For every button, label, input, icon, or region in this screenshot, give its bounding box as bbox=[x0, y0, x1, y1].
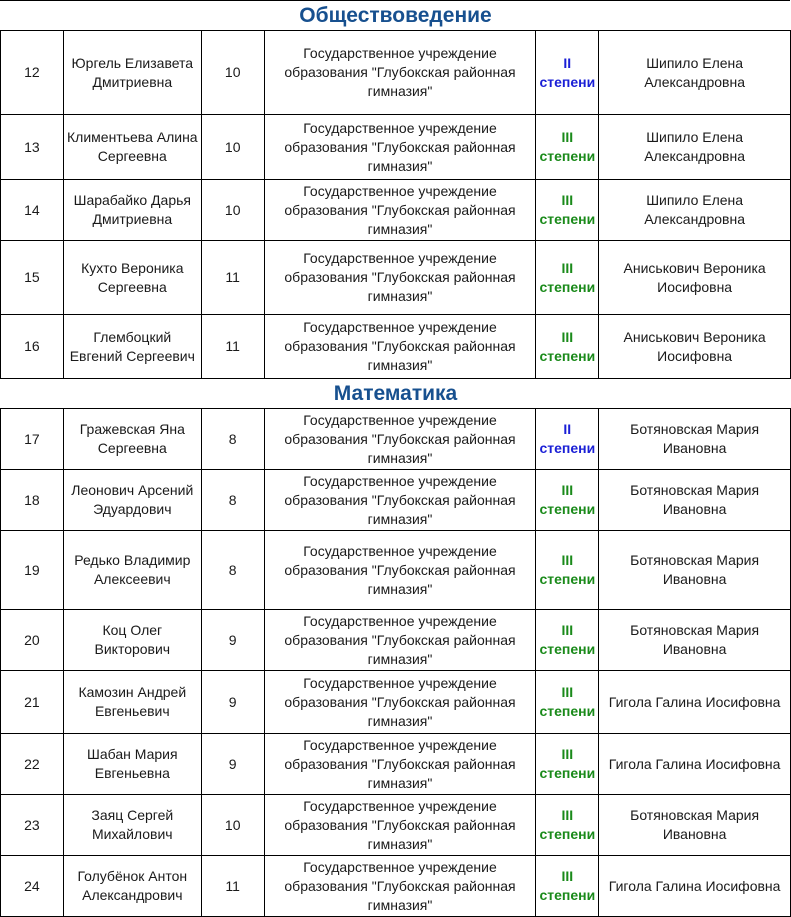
degree-word: степени bbox=[539, 148, 596, 164]
student-name: Юргель Елизавета Дмитриевна bbox=[63, 31, 201, 115]
grade-cell: 10 bbox=[201, 180, 264, 241]
school-name: Государственное учреждение образования "Глубокская районная гимназия" bbox=[264, 470, 536, 531]
table-row bbox=[1, 734, 791, 795]
table-row bbox=[1, 795, 791, 856]
diploma-degree bbox=[536, 180, 599, 241]
teacher-name: Ботяновская Мария Ивановна bbox=[599, 610, 791, 671]
degree-word: степени bbox=[539, 887, 596, 903]
grade-cell: 8 bbox=[201, 531, 264, 610]
diploma-degree bbox=[536, 409, 599, 470]
degree-level: III bbox=[561, 259, 574, 276]
diploma-degree bbox=[536, 531, 599, 610]
table-row bbox=[1, 409, 791, 470]
school-name: Государственное учреждение образования "Глубокская районная гимназия" bbox=[264, 409, 536, 470]
row-number: 15 bbox=[1, 241, 64, 315]
table-row bbox=[1, 610, 791, 671]
section-header-row bbox=[1, 379, 791, 409]
row-number: 19 bbox=[1, 531, 64, 610]
diploma-degree bbox=[536, 470, 599, 531]
school-name: Государственное учреждение образования "Глубокская районная гимназия" bbox=[264, 856, 536, 917]
diploma-degree bbox=[536, 315, 599, 379]
student-name: Кухто Вероника Сергеевна bbox=[63, 241, 201, 315]
grade-cell: 11 bbox=[201, 315, 264, 379]
school-name: Государственное учреждение образования "Глубокская районная гимназия" bbox=[264, 610, 536, 671]
table-row bbox=[1, 671, 791, 734]
degree-word: степени bbox=[539, 571, 596, 587]
teacher-name: Ботяновская Мария Ивановна bbox=[599, 795, 791, 856]
school-name: Государственное учреждение образования "Глубокская районная гимназия" bbox=[264, 795, 536, 856]
table-row bbox=[1, 470, 791, 531]
degree-level: III bbox=[561, 328, 574, 345]
section-title: Математика bbox=[1, 379, 791, 409]
grade-cell: 9 bbox=[201, 610, 264, 671]
table-row bbox=[1, 115, 791, 180]
student-name: Глембоцкий Евгений Сергеевич bbox=[63, 315, 201, 379]
row-number: 21 bbox=[1, 671, 64, 734]
row-number: 23 bbox=[1, 795, 64, 856]
degree-level: III bbox=[561, 684, 574, 700]
diploma-degree bbox=[536, 856, 599, 917]
teacher-name: Шипило Елена Александровна bbox=[599, 180, 791, 241]
student-name: Камозин Андрей Евгеньевич bbox=[63, 671, 201, 734]
row-number: 22 bbox=[1, 734, 64, 795]
teacher-name: Гигола Галина Иосифовна bbox=[599, 671, 791, 734]
grade-cell: 10 bbox=[201, 31, 264, 115]
grade-cell: 11 bbox=[201, 241, 264, 315]
degree-level: III bbox=[561, 807, 574, 823]
student-name: Голубёнок Антон Александрович bbox=[63, 856, 201, 917]
grade-cell: 9 bbox=[201, 734, 264, 795]
diploma-degree bbox=[536, 31, 599, 115]
diploma-degree bbox=[536, 671, 599, 734]
grade-cell: 8 bbox=[201, 409, 264, 470]
teacher-name: Ботяновская Мария Ивановна bbox=[599, 409, 791, 470]
teacher-name: Шипило Елена Александровна bbox=[599, 31, 791, 115]
table-row bbox=[1, 856, 791, 917]
row-number: 13 bbox=[1, 115, 64, 180]
teacher-name: Аниськович Вероника Иосифовна bbox=[599, 241, 791, 315]
student-name: Гражевская Яна Сергеевна bbox=[63, 409, 201, 470]
school-name: Государственное учреждение образования "Глубокская районная гимназия" bbox=[264, 734, 536, 795]
teacher-name: Ботяновская Мария Ивановна bbox=[599, 531, 791, 610]
degree-level: III bbox=[561, 622, 574, 638]
school-name: Государственное учреждение образования "Глубокская районная гимназия" bbox=[264, 531, 536, 610]
student-name: Коц Олег Викторович bbox=[63, 610, 201, 671]
grade-cell: 10 bbox=[201, 795, 264, 856]
grade-cell: 11 bbox=[201, 856, 264, 917]
table-row bbox=[1, 180, 791, 241]
degree-word: степени bbox=[539, 703, 596, 719]
student-name: Шарабайко Дарья Дмитриевна bbox=[63, 180, 201, 241]
grade-cell: 10 bbox=[201, 115, 264, 180]
row-number: 12 bbox=[1, 31, 64, 115]
teacher-name: Шипило Елена Александровна bbox=[599, 115, 791, 180]
teacher-name: Аниськович Вероника Иосифовна bbox=[599, 315, 791, 379]
degree-level: III bbox=[561, 746, 574, 762]
degree-word: степени bbox=[539, 826, 596, 842]
degree-level: II bbox=[563, 54, 572, 71]
section-header-row bbox=[1, 1, 791, 31]
diploma-degree bbox=[536, 795, 599, 856]
table-row bbox=[1, 315, 791, 379]
section-title: Обществоведение bbox=[1, 1, 791, 31]
degree-level: III bbox=[561, 192, 574, 208]
teacher-name: Гигола Галина Иосифовна bbox=[599, 734, 791, 795]
row-number: 24 bbox=[1, 856, 64, 917]
student-name: Редько Владимир Алексеевич bbox=[63, 531, 201, 610]
grade-cell: 9 bbox=[201, 671, 264, 734]
row-number: 20 bbox=[1, 610, 64, 671]
degree-level: III bbox=[561, 482, 574, 498]
degree-word: степени bbox=[539, 440, 596, 456]
school-name: Государственное учреждение образования "Глубокская районная гимназия" bbox=[264, 31, 536, 115]
grade-cell: 8 bbox=[201, 470, 264, 531]
row-number: 14 bbox=[1, 180, 64, 241]
degree-word: степени bbox=[539, 347, 596, 364]
diploma-degree bbox=[536, 115, 599, 180]
student-name: Заяц Сергей Михайлович bbox=[63, 795, 201, 856]
table-row bbox=[1, 531, 791, 610]
degree-level: III bbox=[561, 552, 574, 568]
degree-word: степени bbox=[539, 641, 596, 657]
table-row bbox=[1, 241, 791, 315]
degree-level: III bbox=[561, 129, 574, 145]
row-number: 17 bbox=[1, 409, 64, 470]
degree-word: степени bbox=[539, 501, 596, 517]
diploma-degree bbox=[536, 241, 599, 315]
student-name: Леонович Арсений Эдуардович bbox=[63, 470, 201, 531]
teacher-name: Ботяновская Мария Ивановна bbox=[599, 470, 791, 531]
row-number: 18 bbox=[1, 470, 64, 531]
school-name: Государственное учреждение образования "Глубокская районная гимназия" bbox=[264, 241, 536, 315]
degree-word: степени bbox=[539, 765, 596, 781]
degree-word: степени bbox=[539, 73, 596, 90]
degree-word: степени bbox=[539, 211, 596, 227]
student-name: Климентьева Алина Сергеевна bbox=[63, 115, 201, 180]
teacher-name: Гигола Галина Иосифовна bbox=[599, 856, 791, 917]
table-row bbox=[1, 31, 791, 115]
degree-level: III bbox=[561, 868, 574, 884]
row-number: 16 bbox=[1, 315, 64, 379]
school-name: Государственное учреждение образования "Глубокская районная гимназия" bbox=[264, 115, 536, 180]
school-name: Государственное учреждение образования "Глубокская районная гимназия" bbox=[264, 180, 536, 241]
degree-level: II bbox=[563, 421, 572, 437]
school-name: Государственное учреждение образования "Глубокская районная гимназия" bbox=[264, 315, 536, 379]
school-name: Государственное учреждение образования "Глубокская районная гимназия" bbox=[264, 671, 536, 734]
degree-word: степени bbox=[539, 278, 596, 295]
diploma-degree bbox=[536, 734, 599, 795]
diploma-degree bbox=[536, 610, 599, 671]
student-name: Шабан Мария Евгеньевна bbox=[63, 734, 201, 795]
